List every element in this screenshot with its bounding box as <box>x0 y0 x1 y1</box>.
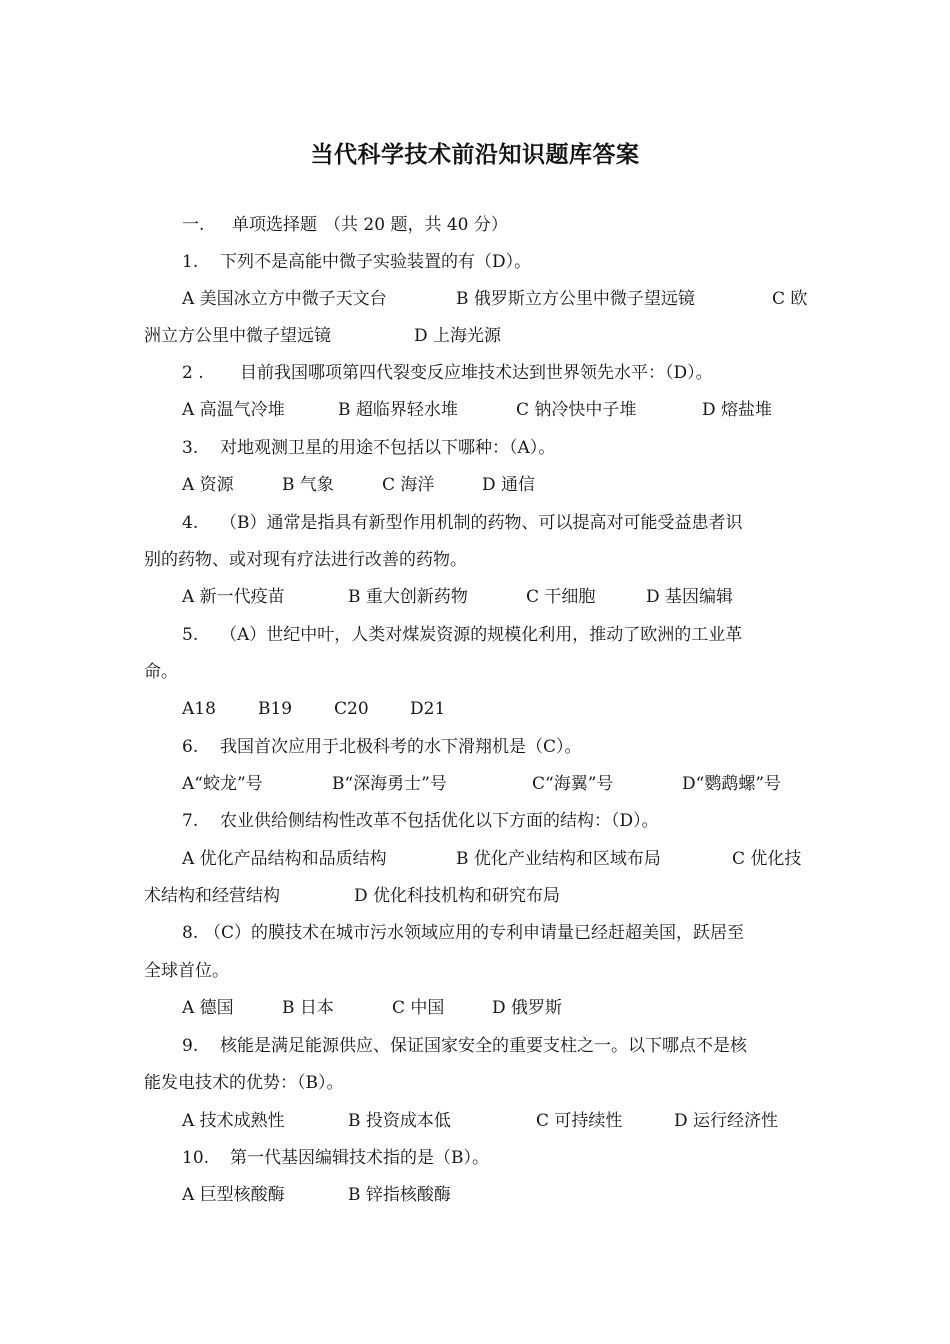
option-a: A 美国冰立方中微子天文台 <box>182 289 387 309</box>
option-d: D 基因编辑 <box>646 587 734 607</box>
document-title: 当代科学技术前沿知识题库答案 <box>310 142 640 168</box>
option-c: C“海翼”号 <box>532 774 614 794</box>
question-text: 我国首次应用于北极科考的水下滑翔机是（C）。 <box>220 737 582 757</box>
question-text: （B）通常是指具有新型作用机制的药物、可以提高对可能受益患者识 <box>220 513 743 533</box>
question-5-stem-cont: 命。 <box>144 662 178 682</box>
question-number: 9. <box>182 1036 199 1056</box>
question-number: 2 . <box>182 363 204 383</box>
question-4-stem-cont: 别的药物、或对现有疗法进行改善的药物。 <box>144 550 467 570</box>
question-number: 4. <box>182 513 199 533</box>
question-text: （C）的膜技术在城市污水领域应用的专利申请量已经赶超美国，跃居至 <box>204 923 745 943</box>
option-c-cont: 洲立方公里中微子望远镜 <box>144 326 331 346</box>
option-a: A 技术成熟性 <box>182 1111 285 1131</box>
option-d: D 运行经济性 <box>674 1111 779 1131</box>
option-d: D 优化科技机构和研究布局 <box>354 886 561 906</box>
option-d: D 俄罗斯 <box>492 998 563 1018</box>
option-c: C 中国 <box>392 998 445 1018</box>
option-c: C 钠冷快中子堆 <box>516 400 637 420</box>
option-a: A 巨型核酸酶 <box>182 1185 285 1205</box>
option-b: B 超临界轻水堆 <box>338 400 458 420</box>
question-text: （A）世纪中叶，人类对煤炭资源的规模化利用，推动了欧洲的工业革 <box>220 625 743 645</box>
option-a: A18 <box>182 699 216 719</box>
question-number: 7. <box>182 811 199 831</box>
option-b: B 优化产业结构和区域布局 <box>456 849 661 869</box>
option-c: C 干细胞 <box>526 587 596 607</box>
question-number: 6. <box>182 737 199 757</box>
option-c: C 欧 <box>772 289 808 309</box>
option-c-cont: 术结构和经营结构 <box>144 886 280 906</box>
question-text: 核能是满足能源供应、保证国家安全的重要支柱之一。以下哪点不是核 <box>220 1036 747 1056</box>
question-text: 目前我国哪项第四代裂变反应堆技术达到世界领先水平：（D）。 <box>240 363 713 383</box>
question-text: 下列不是高能中微子实验装置的有（D）。 <box>220 252 532 272</box>
option-c: C20 <box>334 699 369 719</box>
question-text: 第一代基因编辑技术指的是（B）。 <box>230 1148 489 1168</box>
option-d: D 通信 <box>482 475 536 495</box>
option-b: B 俄罗斯立方公里中微子望远镜 <box>456 289 695 309</box>
option-a: A 新一代疫苗 <box>182 587 285 607</box>
option-b: B19 <box>258 699 293 719</box>
option-b: B 锌指核酸酶 <box>348 1185 451 1205</box>
option-a: A 德国 <box>182 998 234 1018</box>
question-number: 3. <box>182 438 199 458</box>
section-number: 一. <box>182 215 205 235</box>
question-9-stem-cont: 能发电技术的优势：（B）。 <box>144 1073 344 1093</box>
section-count: （共 20 题，共 40 分） <box>324 215 508 235</box>
option-d: D21 <box>410 699 446 719</box>
option-a: A 优化产品结构和品质结构 <box>182 849 387 869</box>
section-label: 单项选择题 <box>232 215 317 235</box>
option-d: D“鹦鹉螺”号 <box>682 774 782 794</box>
option-a: A 资源 <box>182 475 234 495</box>
question-number: 10. <box>182 1148 210 1168</box>
option-d: D 熔盐堆 <box>702 400 773 420</box>
option-a: A 高温气冷堆 <box>182 400 285 420</box>
question-text: 对地观测卫星的用途不包括以下哪种：（A）。 <box>220 438 556 458</box>
option-b: B 气象 <box>282 475 334 495</box>
option-b: B 重大创新药物 <box>348 587 468 607</box>
option-c: C 可持续性 <box>536 1111 623 1131</box>
question-text: 农业供给侧结构性改革不包括优化以下方面的结构：（D）。 <box>220 811 659 831</box>
question-number: 8. <box>182 923 199 943</box>
question-8-stem-cont: 全球首位。 <box>144 961 229 981</box>
question-number: 1. <box>182 252 199 272</box>
option-a: A“蛟龙”号 <box>182 774 263 794</box>
option-b: B“深海勇士”号 <box>332 774 447 794</box>
option-d: D 上海光源 <box>414 326 502 346</box>
question-number: 5. <box>182 625 199 645</box>
option-b: B 日本 <box>282 998 334 1018</box>
option-c: C 海洋 <box>382 475 435 495</box>
option-b: B 投资成本低 <box>348 1111 451 1131</box>
option-c: C 优化技 <box>732 849 802 869</box>
